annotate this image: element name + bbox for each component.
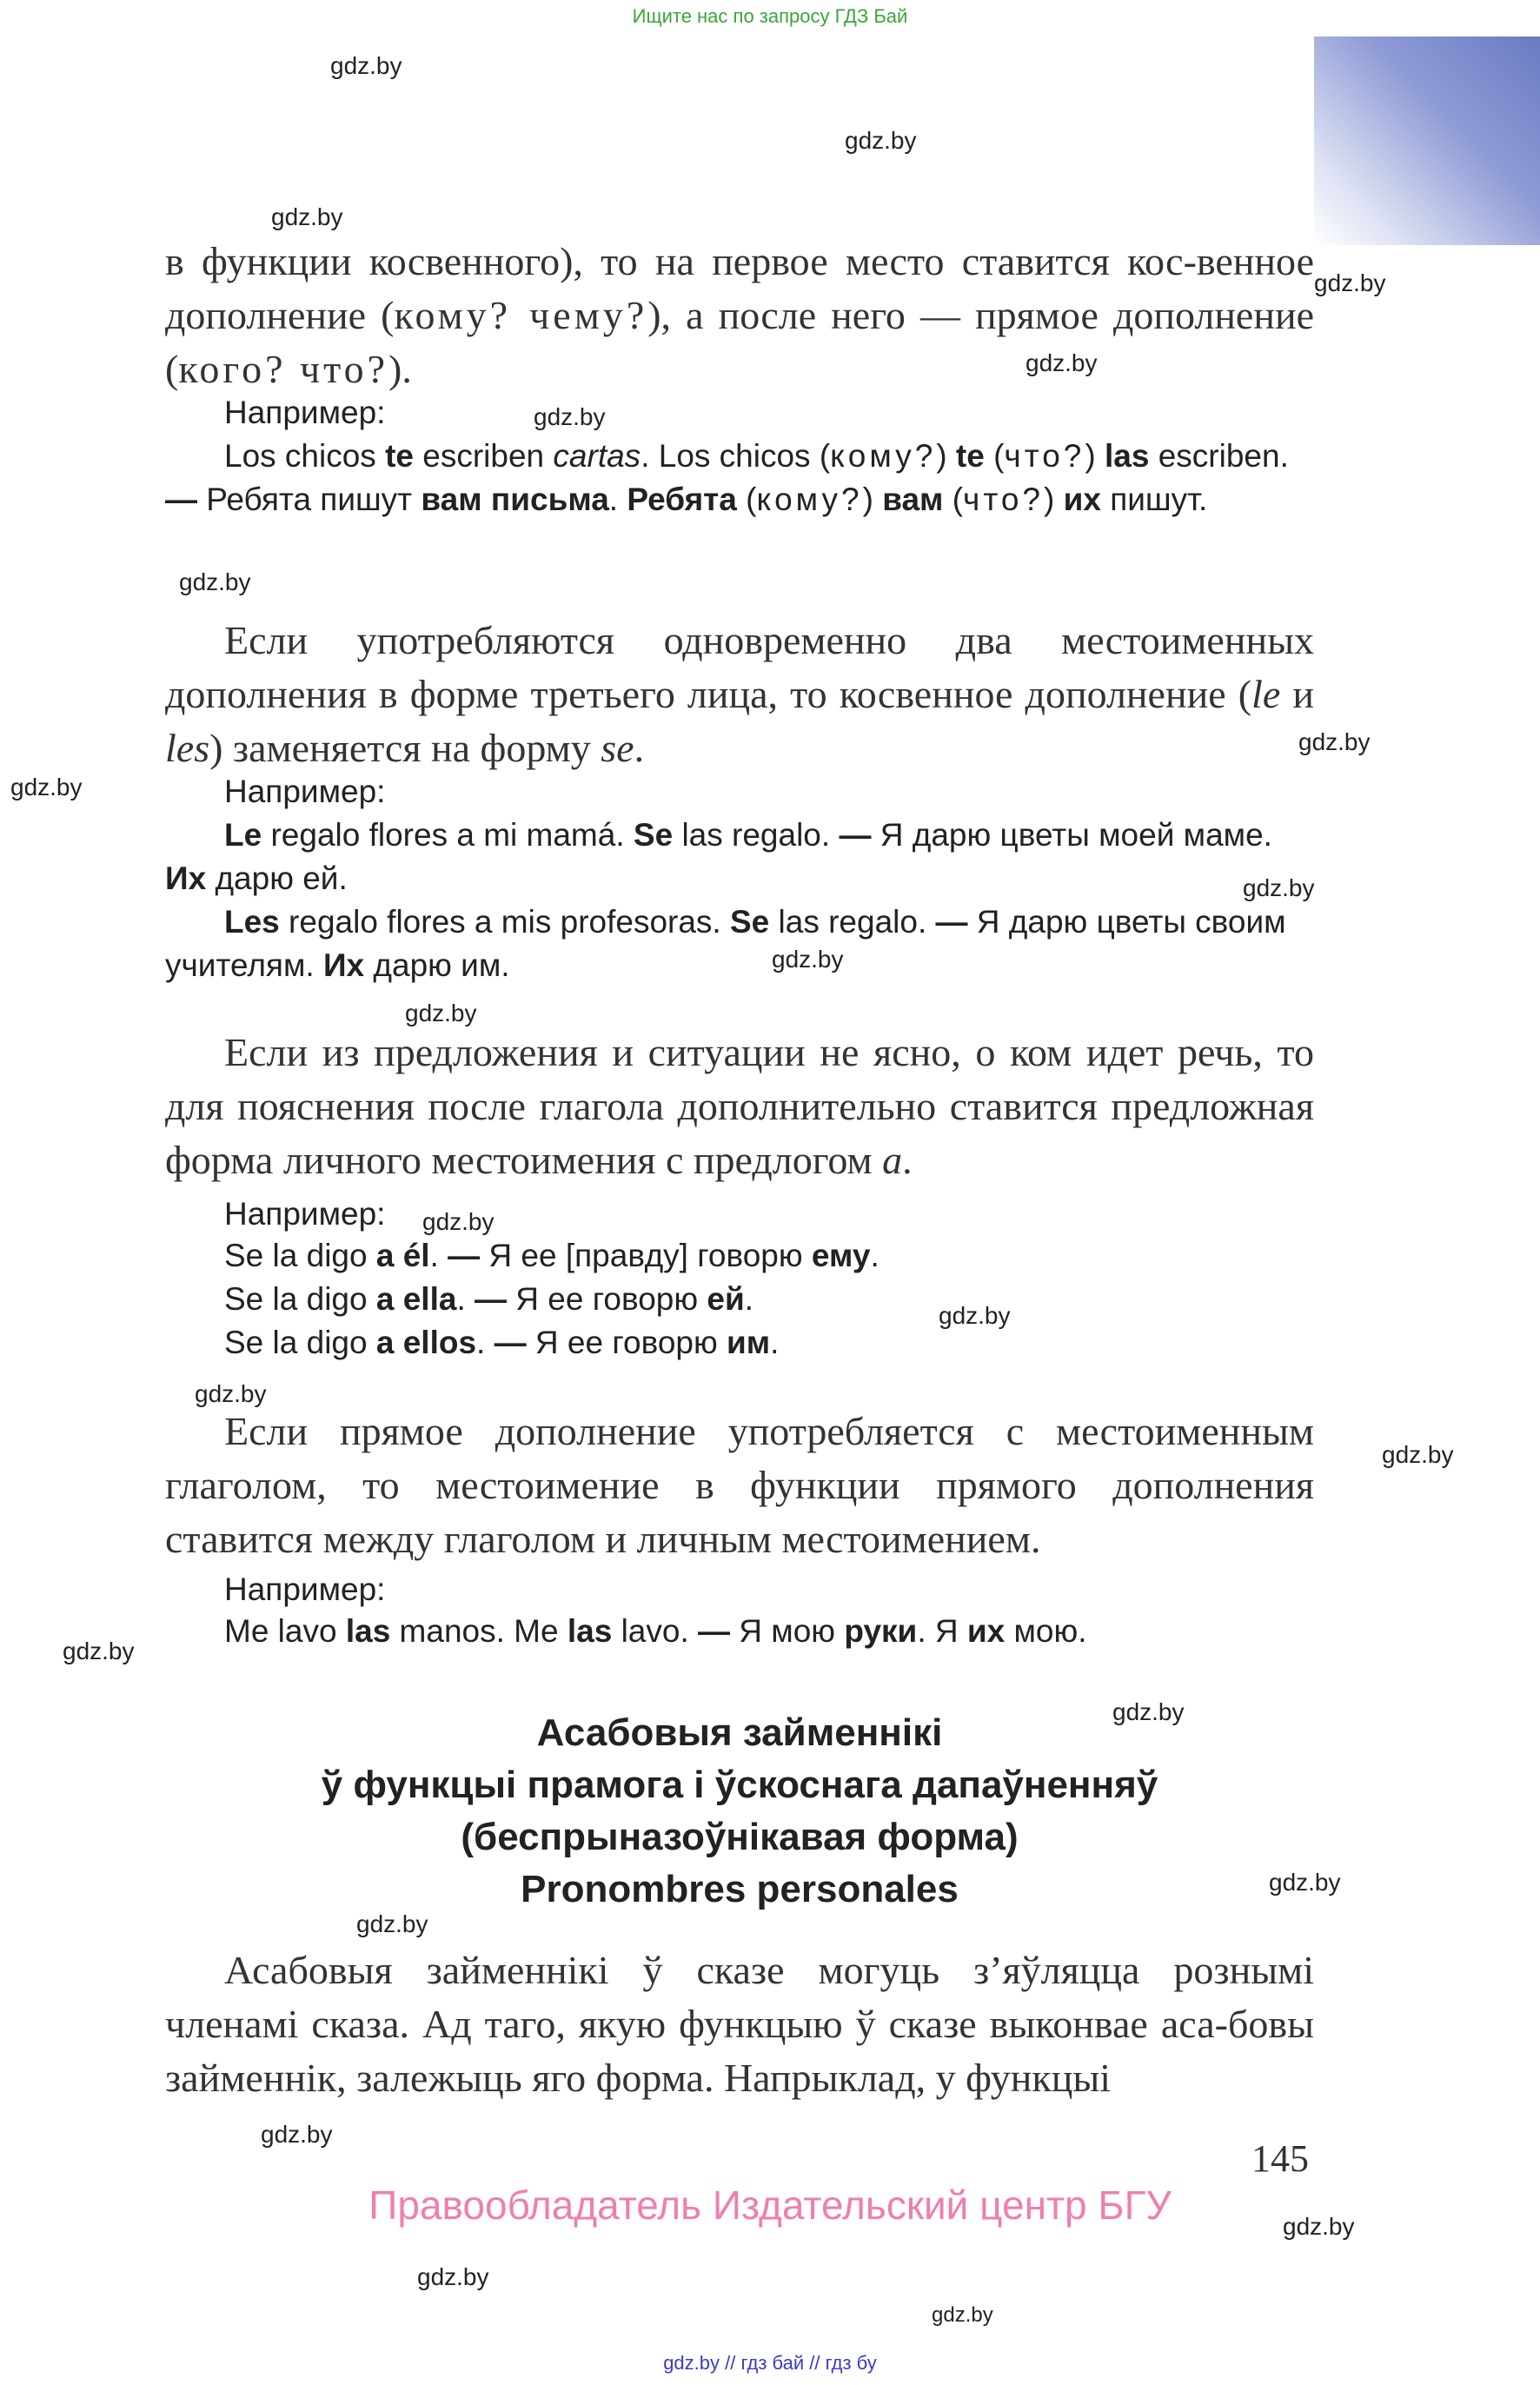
example-text: Se la digo a ella. — Я ее говорю ей. <box>224 1281 754 1317</box>
watermark: gdz.by <box>356 1910 428 1937</box>
watermark: gdz.by <box>772 946 844 973</box>
watermark: gdz.by <box>1382 1441 1454 1468</box>
heading-line: (беспрыназоўнікавая форма) <box>461 1816 1019 1858</box>
corner-decoration <box>1314 37 1540 245</box>
section-heading <box>165 1707 1314 1916</box>
watermark: gdz.by <box>1269 1869 1341 1896</box>
example-label: Например: <box>224 1196 386 1232</box>
watermark: gdz.by <box>63 1638 135 1664</box>
example-text: Les regalo flores a mis profesoras. Se las regalo. — Я дарю цветы своим учителям. Их дарю им. <box>165 904 1286 983</box>
paragraph-text: Если употребляются одновременно два местоименных дополнения в форме третьего лица, то косвенное дополнение (le и les) заменяется на форму se. <box>165 618 1314 770</box>
watermark: gdz.by <box>261 2121 333 2148</box>
paragraph-text: Если прямое дополнение употребляется с местоименным глаголом, то местоимение в функции прямого дополнения ставится между глаголом и личным местоимением. <box>165 1409 1314 1561</box>
example-text: Se la digo a él. — Я ее [правду] говорю ему. <box>224 1238 880 1273</box>
watermark: gdz.by <box>422 1208 495 1235</box>
heading-line: Pronombres personales <box>521 1868 959 1910</box>
watermark: gdz.by <box>1243 874 1315 901</box>
watermark: gdz.by <box>271 203 343 230</box>
watermark: gdz.by <box>932 2303 993 2327</box>
watermark: gdz.by <box>405 1000 477 1026</box>
example-text: Le regalo flores a mi mamá. Se las regalo. — Я дарю цветы моей маме. Их дарю ей. <box>165 817 1272 896</box>
page-number: 145 <box>1251 2137 1309 2180</box>
paragraph-content: Асабовыя займеннікі ў сказе могуць з’яўляцца рознымі членамі сказа. Ад таго, якую функцыю ў сказе выконвае аса-бовы займеннік, залежыць яго форма. Напрыклад, у функцыі <box>165 1948 1314 2100</box>
watermark: gdz.by <box>195 1380 267 1407</box>
paragraph-text: в функции косвенного), то на первое место ставится кос-венное дополнение (кому? чему?), а после него — прямое дополнение (кого? что?). <box>165 239 1315 391</box>
watermark: gdz.by <box>845 127 917 154</box>
paragraph-text: Если из предложения и ситуации не ясно, о ком идет речь, то для пояснения после глагола дополнительно ставится предложная форма личного местоимения с предлогом a. <box>165 1030 1314 1182</box>
example-text: Los chicos te escriben cartas. Los chicos (кому?) te (что?) las escriben. — Ребята пишут вам письма. Ребята (кому?) вам (что?) их пишут. <box>165 438 1289 517</box>
watermark: gdz.by <box>939 1302 1011 1329</box>
watermark: gdz.by <box>534 403 606 430</box>
watermark: gdz.by <box>10 774 83 801</box>
bottom-links[interactable]: gdz.by // гдз бай // гдз бу <box>663 2352 877 2374</box>
example-text: Se la digo a ellos. — Я ее говорю им. <box>224 1325 780 1360</box>
heading-line: ў функцыі прамога і ўскоснага дапаўненняў <box>321 1764 1158 1806</box>
heading-line: Асабовыя займеннікі <box>536 1711 943 1754</box>
example-label: Например: <box>224 1571 386 1607</box>
watermark: gdz.by <box>1298 728 1371 755</box>
paragraph-text <box>165 1943 1314 2105</box>
watermark: gdz.by <box>330 52 402 79</box>
example-text: Me lavo las manos. Me las lavo. — Я мою руки. Я их мою. <box>224 1613 1087 1649</box>
rights-holder: Правообладатель Издательский центр БГУ <box>368 2182 1172 2228</box>
example-label: Например: <box>224 774 386 809</box>
watermark: gdz.by <box>1026 349 1098 376</box>
watermark: gdz.by <box>1314 269 1386 296</box>
header-note: Ищите нас по запросу ГДЗ Бай <box>632 5 908 27</box>
watermark: gdz.by <box>417 2263 489 2290</box>
watermark: gdz.by <box>1112 1698 1185 1725</box>
watermark: gdz.by <box>179 568 251 595</box>
watermark: gdz.by <box>1283 2213 1355 2240</box>
example-label: Например: <box>224 395 386 430</box>
